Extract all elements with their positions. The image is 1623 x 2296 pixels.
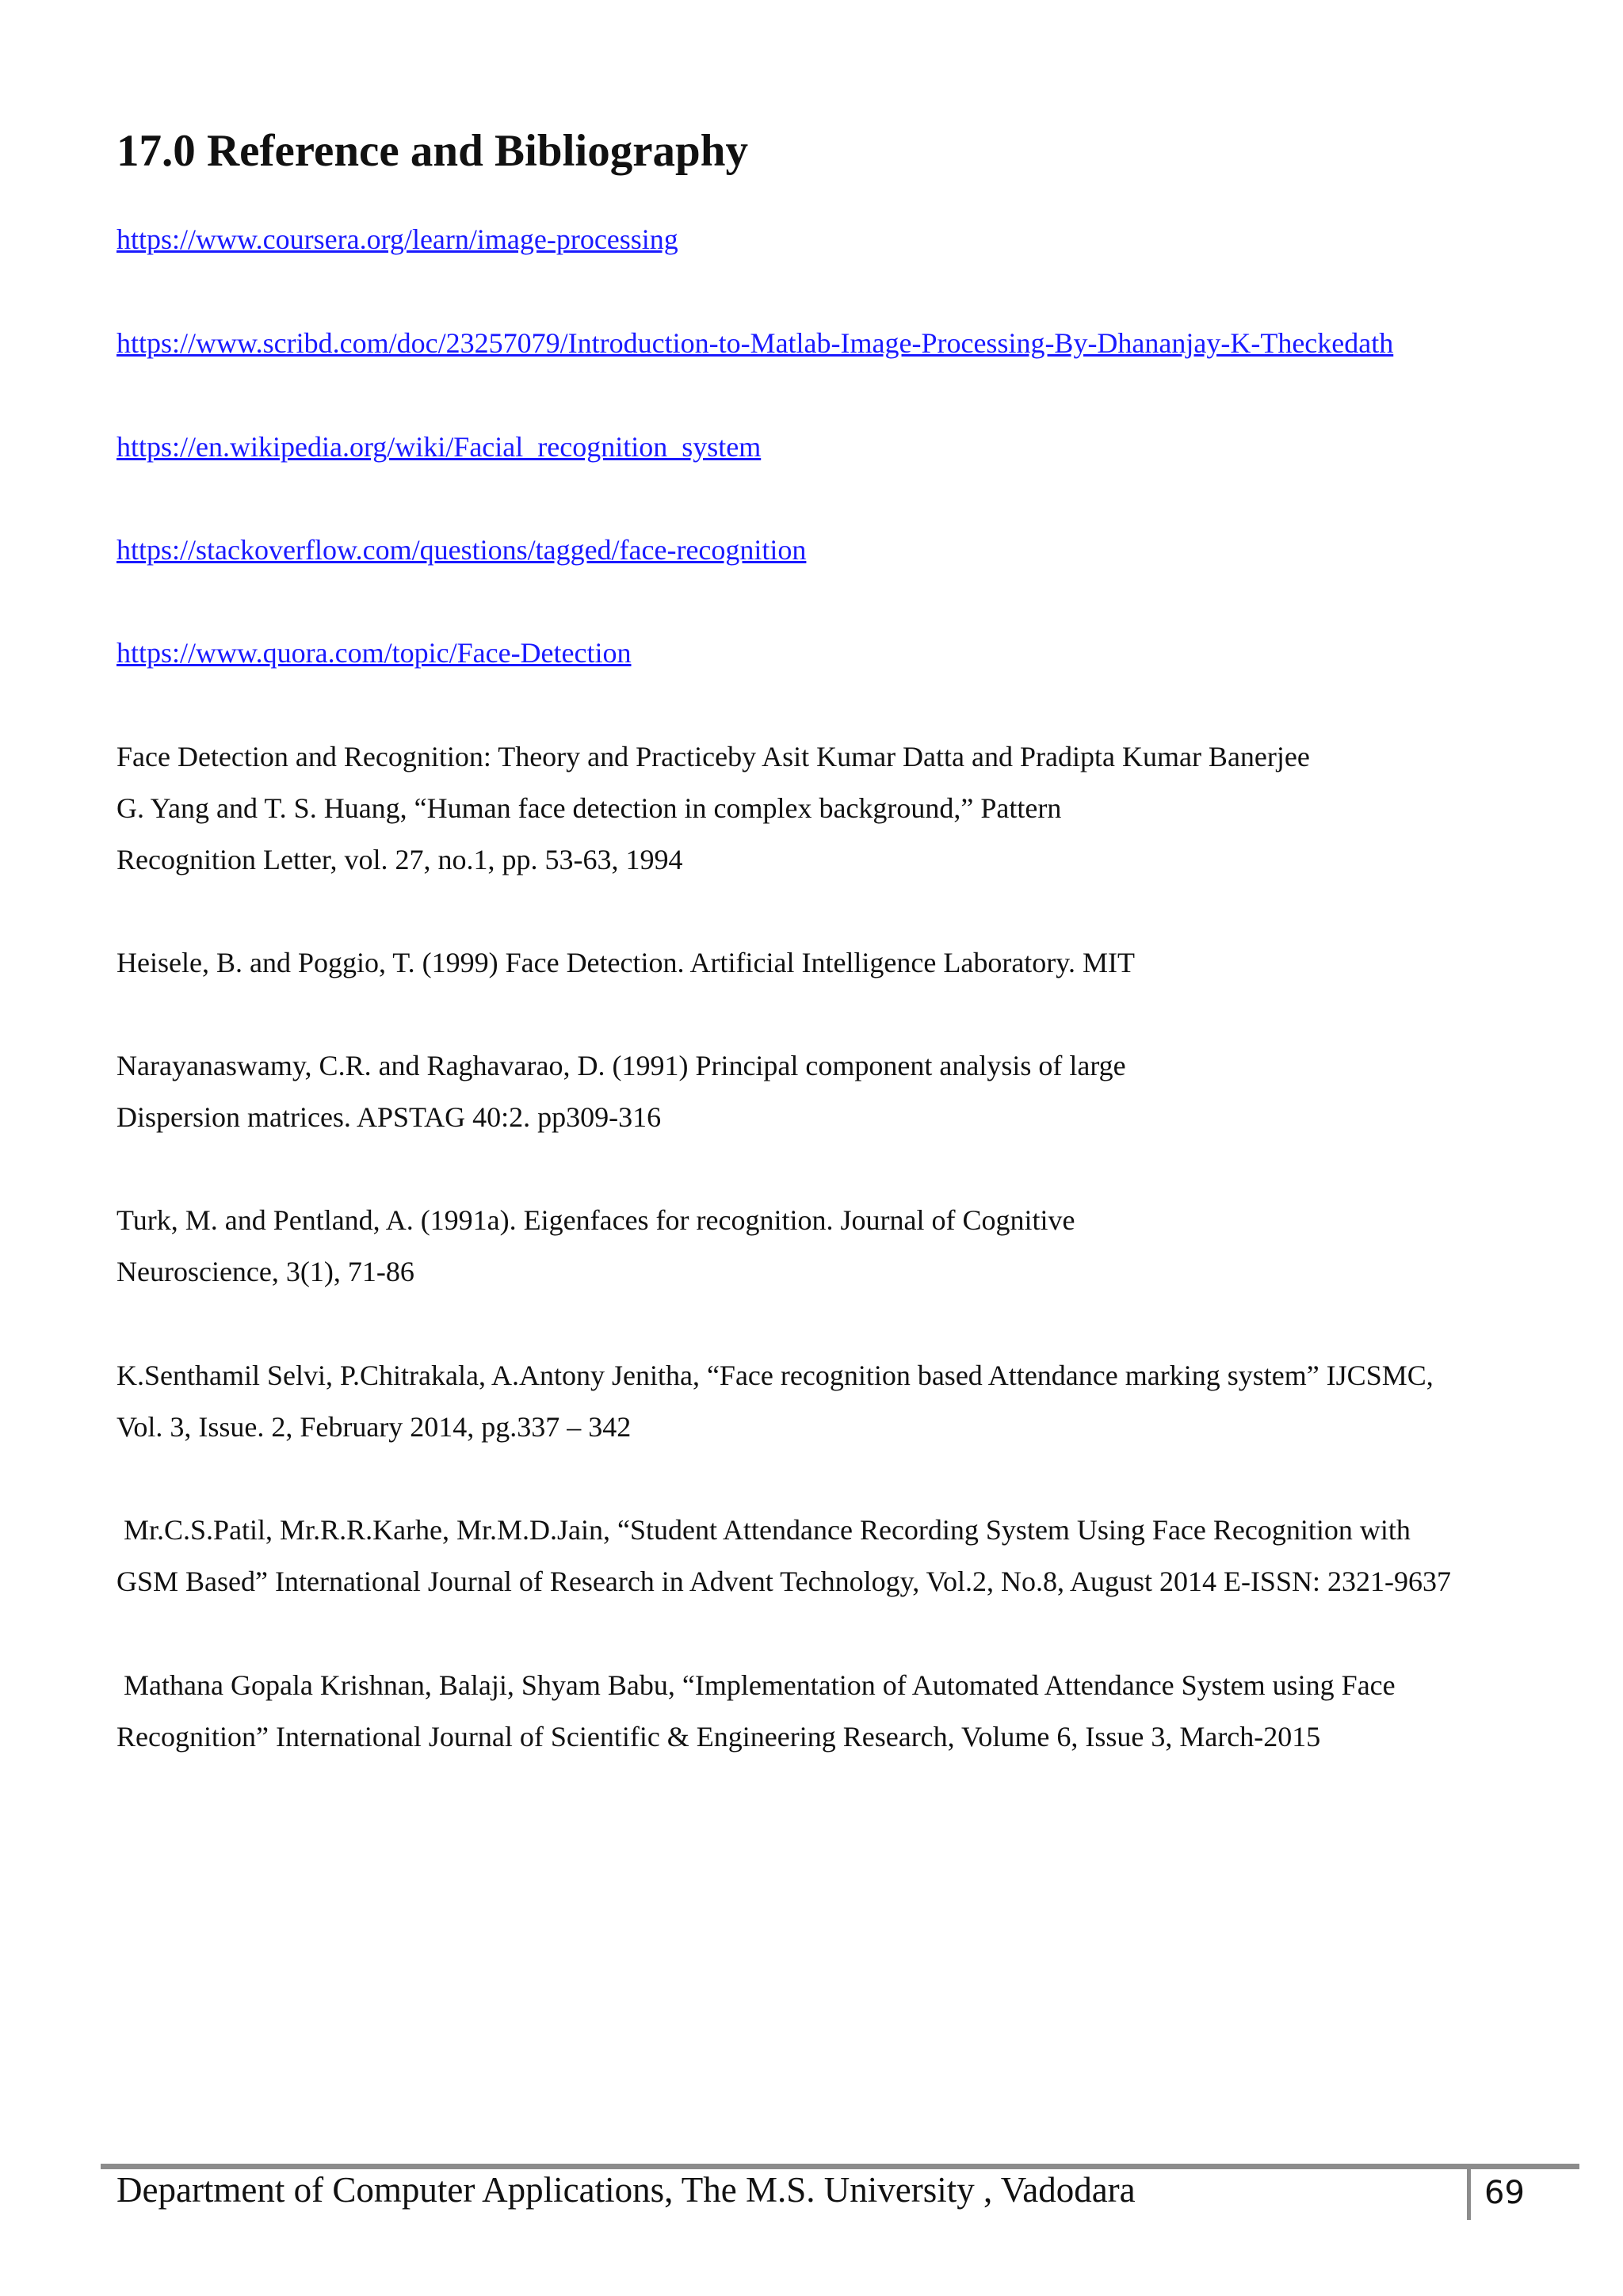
- reference-text: GSM Based” International Journal of Research in Advent Technology, Vol.2, No.8, August 2014 E-ISSN: 2321-9637: [116, 1566, 1451, 1597]
- reference-link[interactable]: https://www.scribd.com/doc/23257079/Introduction-to-Matlab-Image-Processing-By-Dhananjay-K-Theckedath: [116, 327, 1394, 359]
- page-title: 17.0 Reference and Bibliography: [116, 126, 748, 176]
- reference-link[interactable]: https://www.coursera.org/learn/image-processing: [116, 223, 678, 255]
- reference-text: Recognition” International Journal of Scientific & Engineering Research, Volume 6, Issue 3, March-2015: [116, 1721, 1321, 1753]
- reference-link[interactable]: https://stackoverflow.com/questions/tagged/face-recognition: [116, 534, 807, 566]
- reference-text: Mr.C.S.Patil, Mr.R.R.Karhe, Mr.M.D.Jain, “Student Attendance Recording System Using Face Recognition with: [116, 1514, 1411, 1546]
- reference-text: Dispersion matrices. APSTAG 40:2. pp309-316: [116, 1101, 662, 1133]
- footer-rule: [101, 2164, 1579, 2169]
- reference-link[interactable]: https://en.wikipedia.org/wiki/Facial_recognition_system: [116, 431, 762, 463]
- reference-text: Narayanaswamy, C.R. and Raghavarao, D. (1991) Principal component analysis of large: [116, 1050, 1126, 1081]
- reference-text: Vol. 3, Issue. 2, February 2014, pg.337 – 342: [116, 1411, 632, 1443]
- reference-text: G. Yang and T. S. Huang, “Human face detection in complex background,” Pattern: [116, 792, 1062, 824]
- reference-link[interactable]: https://www.quora.com/topic/Face-Detection: [116, 637, 632, 669]
- reference-text: Neuroscience, 3(1), 71-86: [116, 1256, 414, 1287]
- footer-divider: [1467, 2169, 1471, 2220]
- reference-text: Turk, M. and Pentland, A. (1991a). Eigenfaces for recognition. Journal of Cognitive: [116, 1204, 1075, 1236]
- footer-department: Department of Computer Applications, The M.S. University , Vadodara: [116, 2170, 1136, 2210]
- reference-text: Face Detection and Recognition: Theory and Practiceby Asit Kumar Datta and Pradipta Kumar Banerjee: [116, 741, 1310, 772]
- reference-text: Mathana Gopala Krishnan, Balaji, Shyam Babu, “Implementation of Automated Attendance System using Face: [116, 1669, 1396, 1701]
- page-number: 69: [1484, 2175, 1525, 2211]
- reference-text: Heisele, B. and Poggio, T. (1999) Face Detection. Artificial Intelligence Laboratory. MIT: [116, 947, 1135, 978]
- reference-text: Recognition Letter, vol. 27, no.1, pp. 53-63, 1994: [116, 844, 683, 875]
- reference-text: K.Senthamil Selvi, P.Chitrakala, A.Antony Jenitha, “Face recognition based Attendance marking system” IJCSMC,: [116, 1360, 1434, 1391]
